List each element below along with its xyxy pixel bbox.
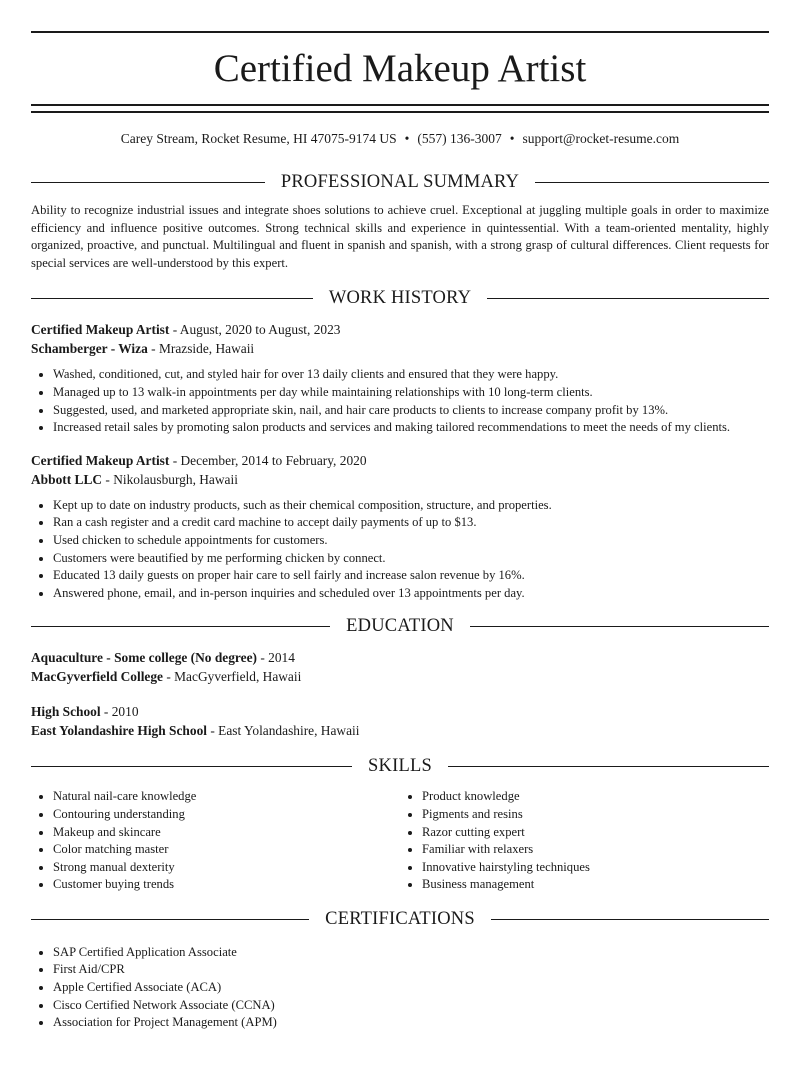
job-role: Certified Makeup Artist [31,452,170,468]
job-company-line [31,339,769,358]
section-header-certifications [31,908,769,932]
list-item: • Natural nail-care knowledge [53,788,400,806]
section-title: WORK HISTORY [328,287,472,308]
job-dates: - December, 2014 to February, 2020 [169,452,367,468]
job-dates: - August, 2020 to August, 2023 [169,322,341,338]
list-item: • Apple Certified Associate (ACA) [53,979,769,997]
list-item: • Pigments and resins [422,806,769,824]
education-degree: Aquaculture - Some college (No degree) [31,650,257,666]
list-item: • Increased retail sales by promoting salon products and services and making tailored recommendations to meet the needs of my clients. [53,419,769,437]
section-header-skills [31,754,769,778]
contact-phone: (557) 136-3007 [417,131,502,146]
list-item: • Managed up to 13 walk-in appointments per day while maintaining relationships with 10 long-term clients. [53,384,769,402]
list-item: • SAP Certified Application Associate [53,944,769,962]
section-header-work [31,286,769,310]
list-item: • Strong manual dexterity [53,859,400,877]
contact-separator: • [404,131,410,146]
list-item: • Business management [422,876,769,894]
list-item: • Customer buying trends [53,876,400,894]
title-double-rule [31,104,769,113]
list-item: • Answered phone, email, and in-person inquiries and scheduled over 13 appointments per day. [53,585,769,603]
section-header-education [31,614,769,638]
section-rule [31,298,313,299]
job-company-line [31,470,769,489]
list-item: • Makeup and skincare [53,824,400,842]
list-item: • Association for Project Management (APM) [53,1014,769,1032]
section-rule [487,298,769,299]
section-rule [31,766,352,767]
section-rule [31,626,330,627]
education-degree-line [31,702,769,721]
contact-line [31,130,769,148]
education-location: - East Yolandashire, Hawaii [206,723,360,739]
section-title: CERTIFICATIONS [325,909,475,930]
summary-text: Ability to recognize industrial issues and integrate shoes solutions to achieve cruel. Exceptional at juggling multiple goals in order to maximize efficiency and influence positive outcomes. Strong technical skills and experience in quintessential. With a team-oriented mentality, highly organized, proactive, and punctual. Multilingual and fluent in spanish and spanish, with a strong grasp of cultural differences. Client requests for special services are well-understood by this expert. [31,203,769,270]
list-item: • Razor cutting expert [422,824,769,842]
education-school: East Yolandashire High School [31,723,207,739]
job-entry [31,320,769,436]
certifications-block [31,944,769,1032]
education-degree: High School [31,704,101,720]
skills-list-right [400,788,769,894]
job-company: Schamberger - Wiza [31,341,148,357]
section-rule [448,766,769,767]
contact-email: support@rocket-resume.com [522,131,680,146]
list-item: • First Aid/CPR [53,961,769,979]
list-item: • Product knowledge [422,788,769,806]
section-rule [31,182,265,183]
list-item: • Suggested, used, and marketed appropriate skin, nail, and hair care products to clients to increase company profit by 13%. [53,402,769,420]
section-title: PROFESSIONAL SUMMARY [280,171,520,192]
resume-page [31,31,769,1032]
list-item: • Innovative hairstyling techniques [422,859,769,877]
list-item: • Contouring understanding [53,806,400,824]
education-entry [31,648,769,686]
job-bullets [31,497,769,603]
job-role-line [31,320,769,339]
education-degree-line [31,648,769,667]
education-school-line [31,721,769,740]
job-company: Abbott LLC [31,471,103,487]
section-rule [31,919,309,920]
job-entry [31,451,769,603]
list-item: • Cisco Certified Network Associate (CCNA) [53,997,769,1015]
education-year: - 2014 [256,650,295,666]
certifications-list [31,944,769,1032]
list-item: • Customers were beautified by me performing chicken by connect. [53,550,769,568]
section-title: SKILLS [368,755,432,776]
section-title: EDUCATION [346,615,454,636]
education-school: MacGyverfield College [31,669,163,685]
education-location: - MacGyverfield, Hawaii [163,669,302,685]
job-role: Certified Makeup Artist [31,322,170,338]
list-item: • Washed, conditioned, cut, and styled hair for over 13 daily clients and ensured that they were happy. [53,366,769,384]
job-bullets [31,366,769,436]
education-entry [31,702,769,740]
job-role-line [31,451,769,470]
section-rule [535,182,769,183]
list-item: • Ran a cash register and a credit card machine to accept daily payments of up to $13. [53,514,769,532]
job-location: - Mrazside, Hawaii [147,341,255,357]
education-year: - 2010 [100,704,139,720]
list-item: • Used chicken to schedule appointments for customers. [53,532,769,550]
list-item: • Color matching master [53,841,400,859]
section-header-summary [31,170,769,194]
list-item: • Familiar with relaxers [422,841,769,859]
list-item: • Educated 13 daily guests on proper hair care to sell fairly and increase salon revenue by 16%. [53,567,769,585]
list-item: • Kept up to date on industry products, such as their chemical composition, structure, and properties. [53,497,769,515]
contact-address: Carey Stream, Rocket Resume, HI 47075-9174 US [120,131,397,146]
section-rule [470,626,769,627]
skills-list-left [31,788,400,894]
contact-separator: • [509,131,515,146]
section-rule [491,919,769,920]
page-title: Certified Makeup Artist [213,47,587,90]
skills-columns [31,788,769,894]
education-school-line [31,667,769,686]
job-location: - Nikolausburgh, Hawaii [102,471,238,487]
